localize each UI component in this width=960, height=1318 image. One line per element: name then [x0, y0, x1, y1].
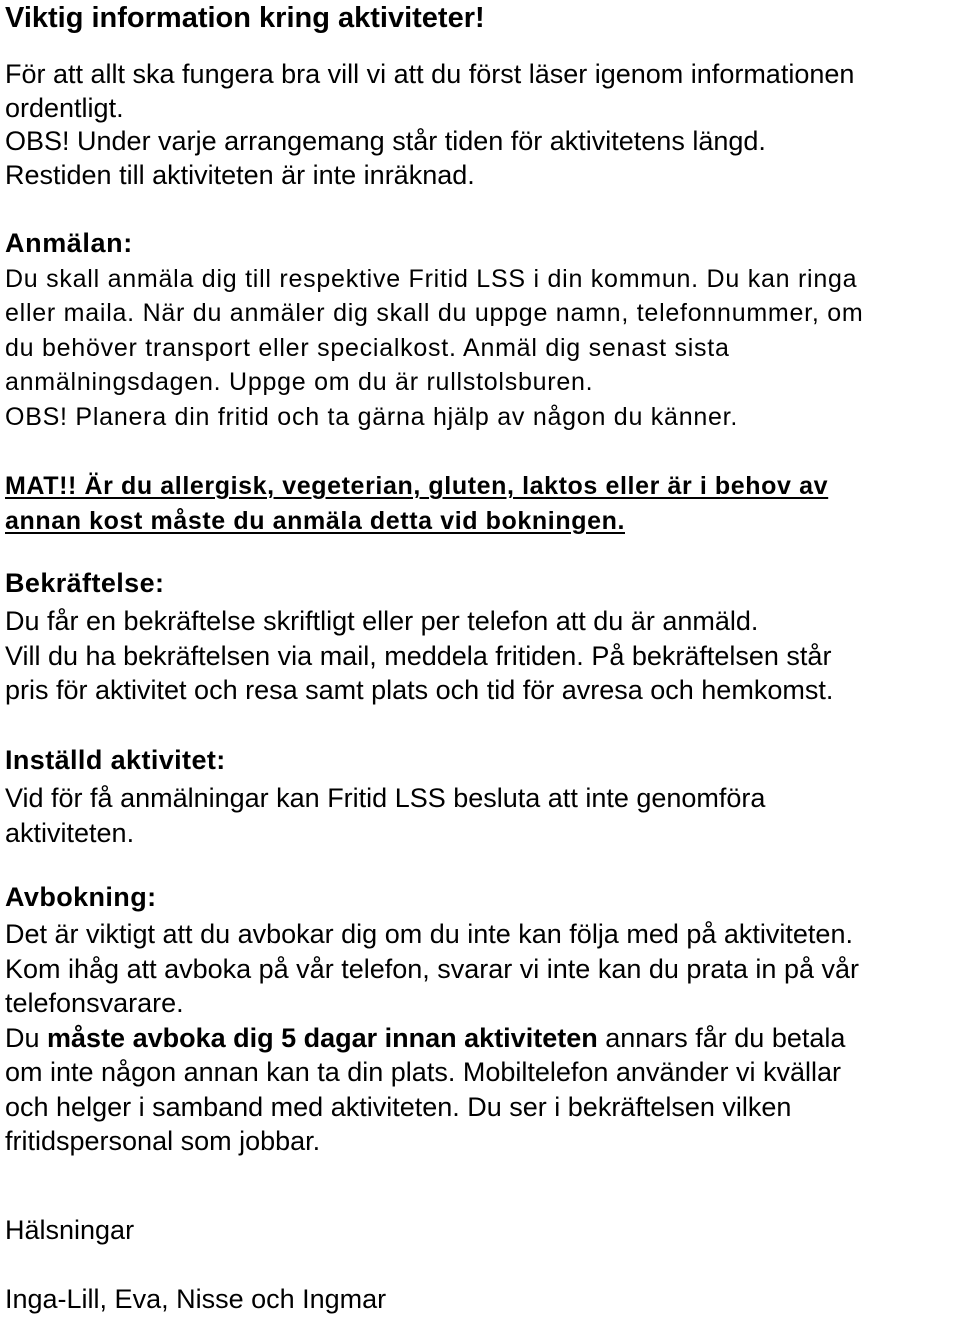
mat-notice — [5, 469, 828, 538]
mat-underlined-text: annan kost måste du anmäla detta vid bokningen. — [5, 506, 625, 535]
anmalan-heading: Anmälan: — [5, 228, 133, 258]
avbokning-line: telefonsvarare. — [5, 988, 184, 1018]
bekraftelse-line: Vill du ha bekräftelsen via mail, meddela fritiden. På bekräftelsen står — [5, 640, 832, 671]
intro-line: OBS! Under varje arrangemang står tiden för aktivitetens längd. — [5, 126, 766, 156]
avbokning-heading: Avbokning: — [5, 882, 157, 912]
avbokning-deadline-line — [5, 1021, 859, 1056]
greeting: Hälsningar — [5, 1215, 135, 1245]
intro-paragraph — [5, 58, 854, 192]
installd-line: Vid för få anmälningar kan Fritid LSS besluta att inte genomföra — [5, 783, 766, 813]
avbokning-line: om inte någon annan kan ta din plats. Mobiltelefon använder vi kvällar — [5, 1057, 842, 1087]
avbokning-line: och helger i samband med aktiviteten. Du ser i bekräftelsen vilken — [5, 1091, 792, 1122]
mat-underlined-text: MAT!! Är du allergisk, vegeterian, gluten, laktos eller är i behov av — [5, 472, 829, 500]
installd-line: aktiviteten. — [5, 817, 135, 848]
bekraftelse-line: pris för aktivitet och resa samt plats och tid för avresa och hemkomst. — [5, 675, 834, 705]
avbokning-line: Kom ihåg att avboka på vår telefon, svarar vi inte kan du prata in på vår — [5, 953, 859, 984]
anmalan-line: eller maila. När du anmäler dig skall du uppge namn, telefonnummer, om — [5, 299, 864, 328]
anmalan-line: OBS! Planera din fritid och ta gärna hjälp av någon du känner. — [5, 402, 739, 431]
avbokning-deadline-bold: måste avboka dig 5 dagar innan aktiviteten — [47, 1022, 598, 1053]
anmalan-line: Du skall anmäla dig till respektive Fritid LSS i din kommun. Du kan ringa — [5, 265, 858, 293]
bekraftelse-heading: Bekräftelse: — [5, 568, 165, 598]
intro-line: För att allt ska fungera bra vill vi att du först läser igenom informationen — [5, 59, 855, 89]
anmalan-line: anmälningsdagen. Uppge om du är rullstolsburen. — [5, 368, 594, 397]
bekraftelse-line: Du får en bekräftelse skriftligt eller per telefon att du är anmäld. — [5, 606, 759, 636]
installd-heading: Inställd aktivitet: — [5, 745, 226, 775]
bekraftelse-paragraph — [5, 604, 833, 708]
intro-line: Restiden till aktiviteten är inte inräknad. — [5, 159, 475, 190]
avbokning-deadline-prefix: Du — [5, 1022, 48, 1053]
page-title: Viktig information kring aktiviteter! — [5, 2, 485, 34]
mat-line — [5, 469, 828, 504]
installd-paragraph — [5, 781, 765, 850]
avbokning-deadline-suffix: annars får du betala — [597, 1022, 846, 1053]
anmalan-paragraph — [5, 262, 863, 434]
mat-line — [5, 504, 828, 539]
signature: Inga-Lill, Eva, Nisse och Ingmar — [5, 1284, 387, 1314]
intro-line: ordentligt. — [5, 92, 124, 123]
avbokning-line: fritidspersonal som jobbar. — [5, 1126, 321, 1156]
anmalan-line: du behöver transport eller specialkost. Anmäl dig senast sista — [5, 333, 730, 362]
avbokning-line: Det är viktigt att du avbokar dig om du inte kan följa med på aktiviteten. — [5, 919, 853, 949]
avbokning-paragraph — [5, 917, 859, 1159]
